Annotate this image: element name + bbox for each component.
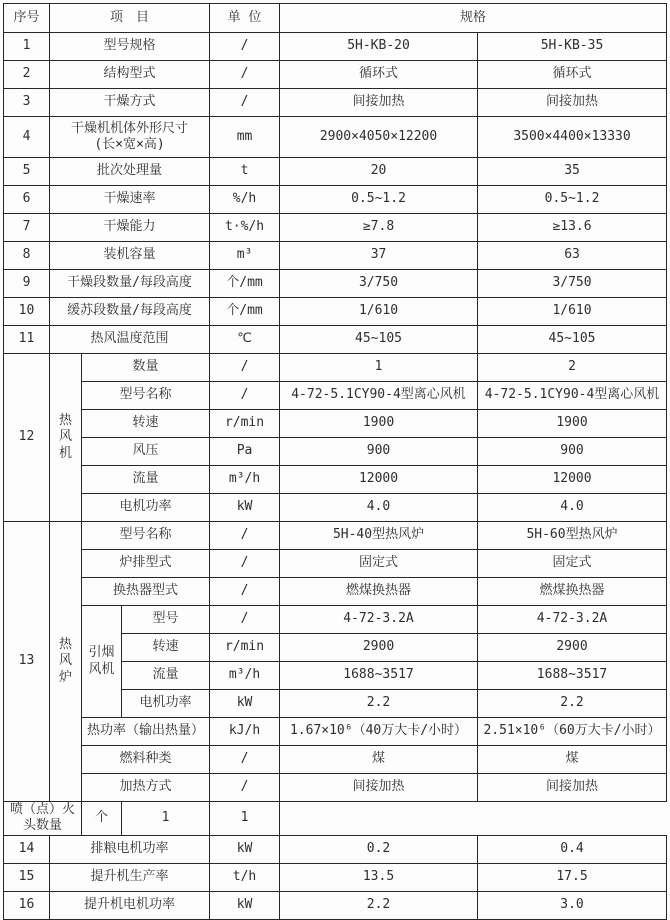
cell-item: 热风温度范围 — [50, 326, 210, 354]
group-label-smoke-fan: 引烟风机 — [82, 606, 122, 718]
cell-spec-1: 5H-KB-20 — [280, 33, 478, 61]
cell-unit: / — [210, 33, 280, 61]
cell-no: 16 — [4, 891, 50, 919]
cell-item: 换热器型式 — [82, 578, 210, 606]
spec-table — [3, 3, 667, 920]
cell-unit: / — [210, 522, 280, 550]
cell-no: 8 — [4, 242, 50, 270]
cell-item: 型号 — [122, 606, 210, 634]
cell-unit: m³/h — [210, 662, 280, 690]
cell-unit: kW — [210, 835, 280, 863]
cell-unit: / — [210, 382, 280, 410]
cell-spec-2: 间接加热 — [478, 89, 667, 117]
cell-spec-1: 煤 — [280, 746, 478, 774]
header-no-label: 序号 — [4, 4, 50, 33]
table-row — [4, 891, 667, 919]
cell-spec-1: 固定式 — [280, 550, 478, 578]
cell-spec-2: 5H-KB-35 — [478, 33, 667, 61]
cell-item: 电机功率 — [122, 690, 210, 718]
cell-spec-2: 固定式 — [478, 550, 667, 578]
cell-spec-1: 间接加热 — [280, 774, 478, 802]
cell-item: 型号名称 — [82, 522, 210, 550]
cell-item: 数量 — [82, 354, 210, 382]
cell-spec-2: 3.0 — [478, 891, 667, 919]
table-row — [4, 550, 667, 578]
cell-no: 5 — [4, 158, 50, 186]
cell-no: 14 — [4, 835, 50, 863]
item-line-2: (长×宽×高) — [94, 137, 165, 152]
cell-spec-1: 1900 — [280, 410, 478, 438]
cell-spec-2: 1 — [210, 802, 280, 836]
cell-unit: / — [210, 550, 280, 578]
cell-item: 风压 — [82, 438, 210, 466]
cell-unit: / — [210, 774, 280, 802]
cell-spec-1: 20 — [280, 158, 478, 186]
cell-item: 加热方式 — [82, 774, 210, 802]
cell-no: 12 — [4, 354, 50, 522]
cell-no: 2 — [4, 61, 50, 89]
cell-unit: / — [210, 61, 280, 89]
table-row — [4, 33, 667, 61]
table-row — [4, 466, 667, 494]
cell-item: 热功率（输出热量） — [82, 718, 210, 746]
table-row — [4, 410, 667, 438]
cell-spec-2: 12000 — [478, 466, 667, 494]
cell-spec-1: 2.2 — [280, 690, 478, 718]
table-row — [4, 270, 667, 298]
cell-unit: t — [210, 158, 280, 186]
cell-item: 燃料种类 — [82, 746, 210, 774]
cell-item: 结构型式 — [50, 61, 210, 89]
cell-spec-2: ≥13.6 — [478, 214, 667, 242]
cell-item: 装机容量 — [50, 242, 210, 270]
table-row — [4, 298, 667, 326]
cell-spec-2: 1900 — [478, 410, 667, 438]
cell-spec-1: ≥7.8 — [280, 214, 478, 242]
table-row — [4, 61, 667, 89]
cell-spec-2: 燃煤换热器 — [478, 578, 667, 606]
cell-no: 1 — [4, 33, 50, 61]
cell-unit: 个/mm — [210, 270, 280, 298]
group-label-hot-air-furnace: 热风炉 — [50, 522, 82, 802]
cell-spec-2: 1/610 — [478, 298, 667, 326]
cell-item: 干燥能力 — [50, 214, 210, 242]
cell-item: 喷（点）火头数量 — [4, 802, 82, 836]
cell-unit: t·%/h — [210, 214, 280, 242]
cell-unit: mm — [210, 117, 280, 158]
cell-unit: kW — [210, 690, 280, 718]
item-line-1: 干燥机机体外形尺寸 — [71, 120, 189, 136]
cell-spec-1: 4-72-3.2A — [280, 606, 478, 634]
table-row — [4, 835, 667, 863]
cell-unit: / — [210, 354, 280, 382]
cell-item: 转速 — [82, 410, 210, 438]
cell-unit: 个/mm — [210, 298, 280, 326]
cell-spec-1: 1688~3517 — [280, 662, 478, 690]
cell-item: 炉排型式 — [82, 550, 210, 578]
cell-unit: / — [210, 89, 280, 117]
cell-item: 干燥段数量/每段高度 — [50, 270, 210, 298]
cell-no: 3 — [4, 89, 50, 117]
cell-spec-2: 45~105 — [478, 326, 667, 354]
cell-item: 干燥速率 — [50, 186, 210, 214]
cell-spec-1: 2.2 — [280, 891, 478, 919]
table-row — [4, 863, 667, 891]
header-item-label: 项 目 — [50, 4, 210, 33]
cell-spec-2: 0.4 — [478, 835, 667, 863]
cell-spec-1: 3/750 — [280, 270, 478, 298]
table-row — [4, 186, 667, 214]
table-row — [4, 494, 667, 522]
cell-spec-2: 35 — [478, 158, 667, 186]
cell-item: 缓苏段数量/每段高度 — [50, 298, 210, 326]
cell-spec-2: 3500×4400×13330 — [478, 117, 667, 158]
cell-item: 排粮电机功率 — [50, 835, 210, 863]
cell-unit: t/h — [210, 863, 280, 891]
cell-spec-2: 1688~3517 — [478, 662, 667, 690]
cell-unit: 个 — [82, 802, 122, 836]
cell-spec-2: 3/750 — [478, 270, 667, 298]
cell-spec-1: 间接加热 — [280, 89, 478, 117]
cell-unit: m³ — [210, 242, 280, 270]
table-row — [4, 802, 667, 836]
table-row — [4, 382, 667, 410]
cell-spec-1: 1 — [122, 802, 210, 836]
cell-unit: %/h — [210, 186, 280, 214]
cell-spec-2: 2900 — [478, 634, 667, 662]
cell-spec-2: 2.2 — [478, 690, 667, 718]
table-row — [4, 606, 667, 634]
cell-unit: kJ/h — [210, 718, 280, 746]
cell-no: 6 — [4, 186, 50, 214]
table-row — [4, 214, 667, 242]
cell-no: 11 — [4, 326, 50, 354]
header-row — [4, 4, 667, 33]
cell-spec-1: 2900×4050×12200 — [280, 117, 478, 158]
cell-spec-2: 煤 — [478, 746, 667, 774]
cell-item: 转速 — [122, 634, 210, 662]
cell-no: 9 — [4, 270, 50, 298]
cell-spec-1: 1/610 — [280, 298, 478, 326]
cell-no: 4 — [4, 117, 50, 158]
cell-spec-1: 燃煤换热器 — [280, 578, 478, 606]
cell-unit: ℃ — [210, 326, 280, 354]
cell-spec-2: 4.0 — [478, 494, 667, 522]
cell-unit: kW — [210, 494, 280, 522]
cell-spec-2: 4-72-5.1CY90-4型离心风机 — [478, 382, 667, 410]
cell-spec-1: 4-72-5.1CY90-4型离心风机 — [280, 382, 478, 410]
table-row — [4, 117, 667, 158]
table-row — [4, 578, 667, 606]
cell-spec-2: 间接加热 — [478, 774, 667, 802]
cell-spec-1: 5H-40型热风炉 — [280, 522, 478, 550]
cell-spec-1: 12000 — [280, 466, 478, 494]
cell-spec-1: 45~105 — [280, 326, 478, 354]
cell-spec-1: 循环式 — [280, 61, 478, 89]
cell-spec-1: 37 — [280, 242, 478, 270]
cell-item: 流量 — [122, 662, 210, 690]
cell-spec-2: 2.51×10⁶（60万大卡/小时） — [478, 718, 667, 746]
group-label-hot-air-fan: 热风机 — [50, 354, 82, 522]
table-row — [4, 158, 667, 186]
table-row — [4, 438, 667, 466]
cell-no: 13 — [4, 522, 50, 802]
table-row — [4, 718, 667, 746]
cell-unit: / — [210, 578, 280, 606]
cell-spec-2: 0.5~1.2 — [478, 186, 667, 214]
cell-spec-1: 2900 — [280, 634, 478, 662]
cell-spec-1: 13.5 — [280, 863, 478, 891]
header-unit-label: 单 位 — [210, 4, 280, 33]
cell-spec-2: 63 — [478, 242, 667, 270]
cell-item: 干燥方式 — [50, 89, 210, 117]
cell-item — [50, 117, 210, 158]
cell-item: 型号规格 — [50, 33, 210, 61]
cell-no: 10 — [4, 298, 50, 326]
cell-spec-1: 900 — [280, 438, 478, 466]
header-spec-label: 规格 — [280, 4, 667, 33]
table-row — [4, 354, 667, 382]
cell-spec-2: 5H-60型热风炉 — [478, 522, 667, 550]
table-row — [4, 89, 667, 117]
cell-spec-1: 0.2 — [280, 835, 478, 863]
table-row — [4, 522, 667, 550]
cell-item: 流量 — [82, 466, 210, 494]
cell-unit: / — [210, 606, 280, 634]
cell-spec-1: 4.0 — [280, 494, 478, 522]
table-row — [4, 746, 667, 774]
cell-unit: r/min — [210, 410, 280, 438]
cell-item: 提升机电机功率 — [50, 891, 210, 919]
cell-spec-2: 2 — [478, 354, 667, 382]
cell-unit: kW — [210, 891, 280, 919]
cell-spec-2: 900 — [478, 438, 667, 466]
cell-spec-1: 0.5~1.2 — [280, 186, 478, 214]
cell-spec-1: 1.67×10⁶（40万大卡/小时） — [280, 718, 478, 746]
table-row — [4, 774, 667, 802]
cell-unit: m³/h — [210, 466, 280, 494]
cell-unit: / — [210, 746, 280, 774]
cell-spec-1: 1 — [280, 354, 478, 382]
cell-item: 电机功率 — [82, 494, 210, 522]
cell-unit: Pa — [210, 438, 280, 466]
table-row — [4, 326, 667, 354]
cell-no: 15 — [4, 863, 50, 891]
cell-item: 提升机生产率 — [50, 863, 210, 891]
cell-no: 7 — [4, 214, 50, 242]
cell-item: 型号名称 — [82, 382, 210, 410]
cell-spec-2: 循环式 — [478, 61, 667, 89]
cell-spec-2: 17.5 — [478, 863, 667, 891]
cell-item: 批次处理量 — [50, 158, 210, 186]
cell-spec-2: 4-72-3.2A — [478, 606, 667, 634]
cell-unit: r/min — [210, 634, 280, 662]
table-row — [4, 242, 667, 270]
